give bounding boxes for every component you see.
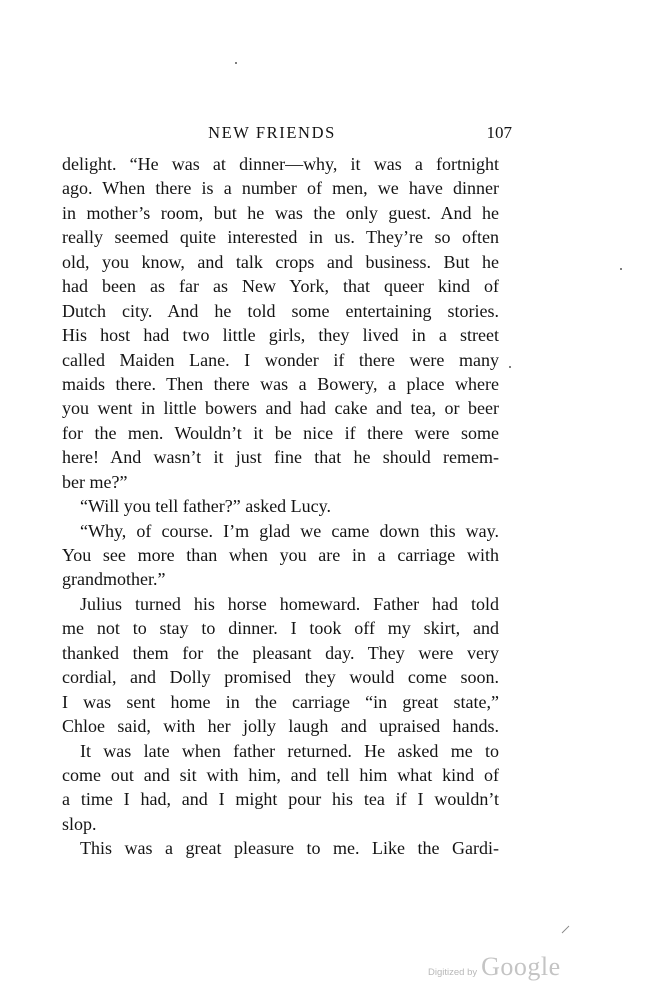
text-line: for the men. Wouldn’t it be nice if there were some: [62, 422, 499, 443]
text-line: You see more than when you are in a carriage with: [62, 545, 499, 565]
running-title: NEW FRIENDS: [208, 123, 336, 142]
pencil-mark-icon: [561, 924, 571, 934]
digitized-watermark: [428, 952, 561, 984]
text-line: Julius turned his horse homeward. Father had told: [80, 593, 499, 614]
text-line: maids there. Then there was a Bowery, a place where: [62, 373, 499, 394]
text-line: Dutch city. And he told some entertaining stories.: [62, 300, 499, 321]
text-line: His host had two little girls, they lived in a street: [62, 325, 499, 346]
text-line: called Maiden Lane. I wonder if there were many: [62, 349, 499, 370]
text-line: “Why, of course. I’m glad we came down this way.: [80, 520, 499, 541]
text-line: me not to stay to dinner. I took off my skirt, and: [62, 618, 499, 639]
text-line: here! And wasn’t it just fine that he should remem-: [62, 447, 499, 468]
scan-speck: [620, 268, 622, 270]
text-line: really seemed quite interested in us. They’re so often: [62, 227, 499, 248]
text-line: come out and sit with him, and tell him what kind of: [62, 764, 499, 785]
text-line: a time I had, and I might pour his tea if I wouldn’t: [62, 789, 499, 810]
text-line: It was late when father returned. He asked me to: [80, 740, 499, 761]
text-line: This was a great pleasure to me. Like the Gardi-: [80, 838, 499, 859]
text-line: I was sent home in the carriage “in great state,”: [62, 691, 499, 712]
scan-speck: [509, 366, 511, 368]
page-number: 107: [486, 123, 512, 142]
body-text: [62, 152, 499, 861]
text-line: in mother’s room, but he was the only guest. And he: [62, 202, 499, 223]
text-line: Chloe said, with her jolly laugh and upraised hands.: [62, 716, 499, 737]
text-line: ber me?”: [62, 471, 128, 492]
text-line: thanked them for the pleasant day. They were very: [62, 642, 499, 663]
watermark-prefix: Digitized by: [428, 967, 478, 978]
text-line: you went in little bowers and had cake and tea, or beer: [62, 398, 499, 419]
text-line: “Will you tell father?” asked Lucy.: [80, 496, 331, 517]
running-header: [62, 121, 512, 145]
watermark-brand-logo: Google: [481, 952, 561, 981]
text-line: slop.: [62, 813, 97, 834]
text-line: ago. When there is a number of men, we have dinner: [62, 178, 499, 199]
text-line: grandmother.”: [62, 569, 166, 590]
text-line: delight. “He was at dinner—why, it was a fortnight: [62, 154, 499, 174]
text-line: had been as far as New York, that queer kind of: [62, 276, 499, 297]
text-line: cordial, and Dolly promised they would come soon.: [62, 667, 499, 688]
scan-speck: [235, 62, 237, 64]
text-line: old, you know, and talk crops and business. But he: [62, 251, 499, 272]
